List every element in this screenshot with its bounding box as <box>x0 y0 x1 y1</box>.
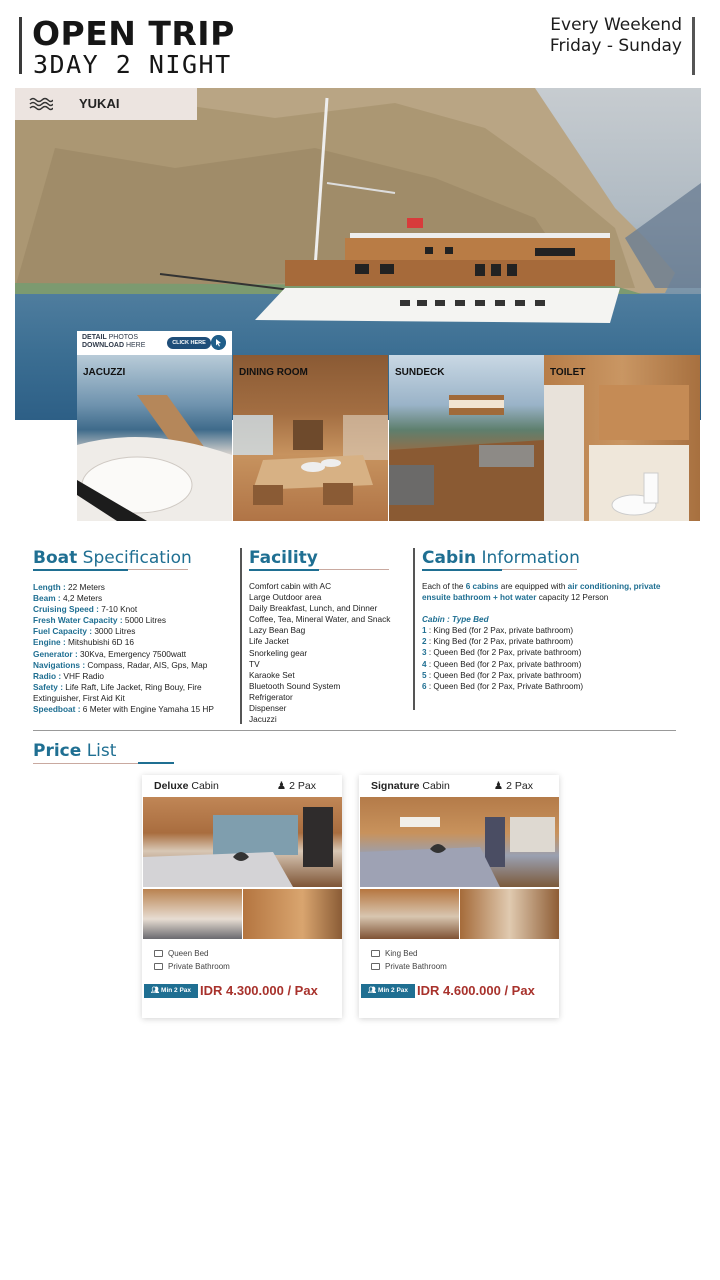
detail-photos-text <box>82 334 145 350</box>
cabin-item: 1 : King Bed (for 2 Pax, private bathroom) <box>422 626 574 636</box>
photo-jacuzzi[interactable] <box>77 355 232 521</box>
facility-item: TV <box>249 658 260 669</box>
photo-label-sundeck: SUNDECK <box>395 367 445 378</box>
header-right-bar <box>692 17 695 75</box>
cabin-divider <box>413 548 415 710</box>
boat-spec-list <box>33 582 243 715</box>
photo-label-jacuzzi: JACUZZI <box>83 367 126 378</box>
facility-underline <box>249 569 319 571</box>
price-card-signature[interactable] <box>359 775 559 1018</box>
facility-item: Life Jacket <box>249 636 289 647</box>
card-bath: Private Bathroom <box>371 962 447 971</box>
deluxe-main-photo <box>143 797 342 887</box>
cabin-type-title: Cabin : Type Bed <box>422 615 489 625</box>
deluxe-photo-2 <box>143 889 242 939</box>
price-list-underline <box>33 763 138 764</box>
schedule-line-2: Friday - Sunday <box>549 36 682 56</box>
facility-item: Dispenser <box>249 703 287 714</box>
bath-icon <box>371 963 380 970</box>
photo-toilet[interactable] <box>544 355 700 521</box>
deluxe-photo-3 <box>243 889 342 939</box>
cabin-item: 4 : Queen Bed (for 2 Pax, private bathroom) <box>422 659 582 669</box>
photo-dining-room[interactable] <box>233 355 388 521</box>
photo-sundeck[interactable] <box>389 355 544 521</box>
card-name: Deluxe Cabin <box>154 780 219 792</box>
price-list-heading: Price List <box>33 741 117 761</box>
detail-line1-rest: PHOTOS <box>108 334 139 341</box>
photo-label-toilet: TOILET <box>550 367 586 378</box>
spec-item: Navigations : Compass, Radar, AIS, Gps, Map <box>33 659 208 670</box>
spec-item: Beam : 4,2 Meters <box>33 593 103 604</box>
cabin-item: 2 : King Bed (for 2 Pax, private bathroom) <box>422 637 574 647</box>
cabin-info-body <box>422 581 682 692</box>
spec-item: Engine : Mitshubishi 6D 16 <box>33 637 134 648</box>
card-bath: Private Bathroom <box>154 962 230 971</box>
card-bed: Queen Bed <box>154 949 208 958</box>
click-here-button[interactable]: CLICK HERE <box>167 337 211 349</box>
signature-photo-3 <box>460 889 559 939</box>
waves-icon <box>29 97 53 111</box>
facility-item: Coffee, Tea, Mineral Water, and Snack <box>249 614 391 625</box>
cabin-info-underline-2 <box>502 569 577 570</box>
schedule <box>550 15 682 57</box>
min-pax-badge: 👥︎ Min 2 Pax <box>361 984 415 998</box>
cabin-item: 5 : Queen Bed (for 2 Pax, private bathroom) <box>422 670 582 680</box>
spec-item: Speedboat : 6 Meter with Engine Yamaha 15 HP <box>33 704 214 715</box>
facility-item: Large Outdoor area <box>249 592 322 603</box>
signature-photo-2 <box>360 889 459 939</box>
facility-underline-2 <box>319 569 389 570</box>
min-pax-badge: 👥︎ Min 2 Pax <box>144 984 198 998</box>
spec-item: Generator : 30Kva, Emergency 7500watt <box>33 648 187 659</box>
card-pax: ♟ 2 Pax <box>493 780 533 792</box>
card-bed: King Bed <box>371 949 417 958</box>
card-price: IDR 4.300.000 / Pax <box>200 983 318 998</box>
cabin-type-list <box>422 625 682 692</box>
facility-item: Refrigerator <box>249 691 293 702</box>
detail-line2-bold: DOWNLOAD <box>82 342 124 349</box>
boat-spec-heading: Boat Specification <box>33 548 192 568</box>
facility-item: Comfort cabin with AC <box>249 581 332 591</box>
cabin-info-underline <box>422 569 502 571</box>
card-name: Signature Cabin <box>371 780 450 792</box>
spec-item: Safety : Life Raft, Life Jacket, Ring Bouy, Fire Extinguisher, First Aid Kit <box>33 681 202 703</box>
boat-name: YUKAI <box>79 96 120 111</box>
facility-item: Jacuzzi <box>249 714 277 725</box>
facility-divider <box>240 548 242 724</box>
detail-line1-bold: DETAIL <box>82 334 107 341</box>
photo-label-dining-room: DINING ROOM <box>239 367 308 378</box>
bed-icon <box>154 950 163 957</box>
header-left-bar <box>19 17 22 74</box>
person-icon: ♟ <box>493 780 504 792</box>
boat-spec-underline-2 <box>128 569 188 570</box>
spec-item: Radio : VHF Radio <box>33 670 105 681</box>
spec-item: Length : 22 Meters <box>33 582 105 592</box>
facility-item: Lazy Bean Bag <box>249 625 306 636</box>
person-icon: ♟ <box>276 780 287 792</box>
facility-heading: Facility <box>249 548 318 568</box>
bed-icon <box>371 950 380 957</box>
spec-item: Fresh Water Capacity : 5000 Litres <box>33 615 166 626</box>
signature-main-photo <box>360 797 559 887</box>
cursor-click-icon[interactable] <box>211 335 226 350</box>
facility-item: Daily Breakfast, Lunch, and Dinner <box>249 603 378 614</box>
facility-item: Snorkeling gear <box>249 647 308 658</box>
cabin-item: 6 : Queen Bed (for 2 Pax, Private Bathroom) <box>422 681 584 691</box>
schedule-line-1: Every Weekend <box>550 15 682 35</box>
facility-list <box>249 581 414 725</box>
price-list-underline-2 <box>138 762 174 764</box>
detail-line2-rest: HERE <box>125 342 146 349</box>
page-title: OPEN TRIP <box>32 14 235 53</box>
card-pax: ♟ 2 Pax <box>276 780 316 792</box>
facility-item: Karaoke Set <box>249 669 295 680</box>
spec-item: Cruising Speed : 7-10 Knot <box>33 604 138 615</box>
bath-icon <box>154 963 163 970</box>
boat-spec-underline <box>33 569 128 571</box>
spec-item: Fuel Capacity : 3000 Litres <box>33 626 136 637</box>
cabin-intro: Each of the 6 cabins are equipped with air conditioning, private ensuite bathroom + hot water capacity 12 Person <box>422 582 661 603</box>
facility-item: Bluetooth Sound System <box>249 680 341 691</box>
cabin-item: 3 : Queen Bed (for 2 Pax, private bathroom) <box>422 648 582 658</box>
price-card-deluxe[interactable] <box>142 775 342 1018</box>
page-subtitle: 3DAY 2 NIGHT <box>33 50 232 79</box>
card-price: IDR 4.600.000 / Pax <box>417 983 535 998</box>
cabin-info-heading: Cabin Information <box>422 548 580 568</box>
section-divider <box>33 730 676 731</box>
